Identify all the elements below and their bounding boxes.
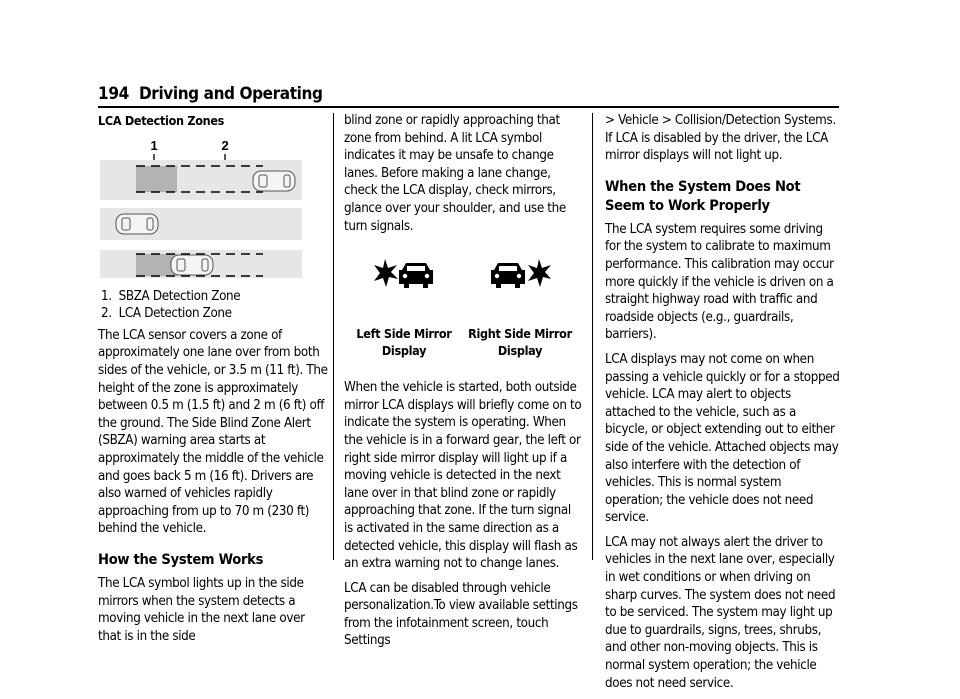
figure-title: LCA Detection Zones xyxy=(98,113,225,128)
column-2 xyxy=(344,112,582,657)
paragraph: The LCA system requires some driving for the system to calibrate to maximum performance. This calibration may occur more quickly if the vehicle is driven on a straight highway road with traffic and roadside objects (e.g., guardrails, barriers). xyxy=(605,221,834,343)
lca-zones-diagram xyxy=(98,138,304,278)
car-bottom-lane xyxy=(171,255,213,275)
section-title: Driving and Operating xyxy=(139,84,323,104)
mirror-displays xyxy=(344,243,582,373)
paragraph: > Vehicle > Collision/Detection Systems. If LCA is disabled by the driver, the LCA mirror displays will not light up. xyxy=(605,113,836,164)
column-1 xyxy=(98,112,330,652)
page-header xyxy=(98,84,839,104)
host-vehicle xyxy=(116,214,158,234)
page-number: 194 xyxy=(98,84,130,104)
legend-item-2: 2. LCA Detection Zone xyxy=(101,306,232,322)
paragraph: When the vehicle is started, both outside mirror LCA displays will briefly come on to indicate the system is operating. When the vehicle is in a forward gear, the left or right side mirror display will light up if a moving vehicle is detected in the next lane over in that blind zone or rapidly approaching that zone. If the turn signal is activated in the same direction as a detected vehicle, this display will flash as an extra warning not to change lanes. xyxy=(344,380,582,572)
paragraph: LCA displays may not come on when passing a vehicle quickly or for a stopped vehicle. LCA may alert to objects attached to the vehicle, such as a bicycle, or object extending out to either side of the vehicle. Attached objects may also interfere with the detection of vehicles. This is normal system operation; the vehicle does not need service. xyxy=(605,351,840,526)
callout-1: 1 xyxy=(150,137,158,153)
paragraph: The LCA symbol lights up in the side mirrors when the system detects a moving vehicle in the next lane over that is in the side xyxy=(98,575,305,644)
left-mirror-display xyxy=(344,243,464,359)
paragraph: LCA can be disabled through vehicle personalization.To view available settings from the infotainment screen, touch Settings xyxy=(344,580,578,649)
heading-not-working: When the System Does Not Seem to Work Properly xyxy=(605,177,801,214)
paragraph: LCA may not always alert the driver to vehicles in the next lane over, especially in wet conditions or when driving on sharp curves. The system does not need to be serviced. The system may light up due to guardrails, signs, trees, shrubs, and other non-moving objects. This is normal system operation; the vehicle does not need service. xyxy=(605,534,836,691)
callout-2: 2 xyxy=(221,137,229,153)
figure-legend xyxy=(98,288,330,323)
legend-item-1: 1. SBZA Detection Zone xyxy=(101,288,241,304)
header-rule xyxy=(98,106,839,108)
lca-right-mirror-icon xyxy=(488,257,552,291)
heading-how-system-works: How the System Works xyxy=(98,550,264,568)
right-mirror-label: Right Side Mirror Display xyxy=(468,326,572,359)
car-top-lane xyxy=(253,171,295,191)
paragraph: blind zone or rapidly approaching that zone from behind. A lit LCA symbol indicates it may be unsafe to change lanes. Before making a lane change, check the LCA display, check mirrors, glance over your shoulder, and use the turn signals. xyxy=(344,113,566,234)
column-3 xyxy=(605,112,841,699)
column-divider-1-lower xyxy=(333,113,334,560)
column-divider-2 xyxy=(592,113,593,560)
right-mirror-display xyxy=(460,243,580,359)
paragraph: The LCA sensor covers a zone of approximately one lane over from both sides of the vehicle, or 3.5 m (11 ft). The height of the zone is approximately between 0.5 m (1.5 ft) and 2 m (6 ft) off the ground. The Side Blind Zone Alert (SBZA) warning area starts at approximately the middle of the vehicle and goes back 5 m (16 ft). Drivers are also warned of vehicles rapidly approaching from up to 70 m (230 ft) behind the vehicle. xyxy=(98,327,328,537)
lca-left-mirror-icon xyxy=(372,257,436,291)
left-mirror-label: Left Side Mirror Display xyxy=(356,326,452,359)
